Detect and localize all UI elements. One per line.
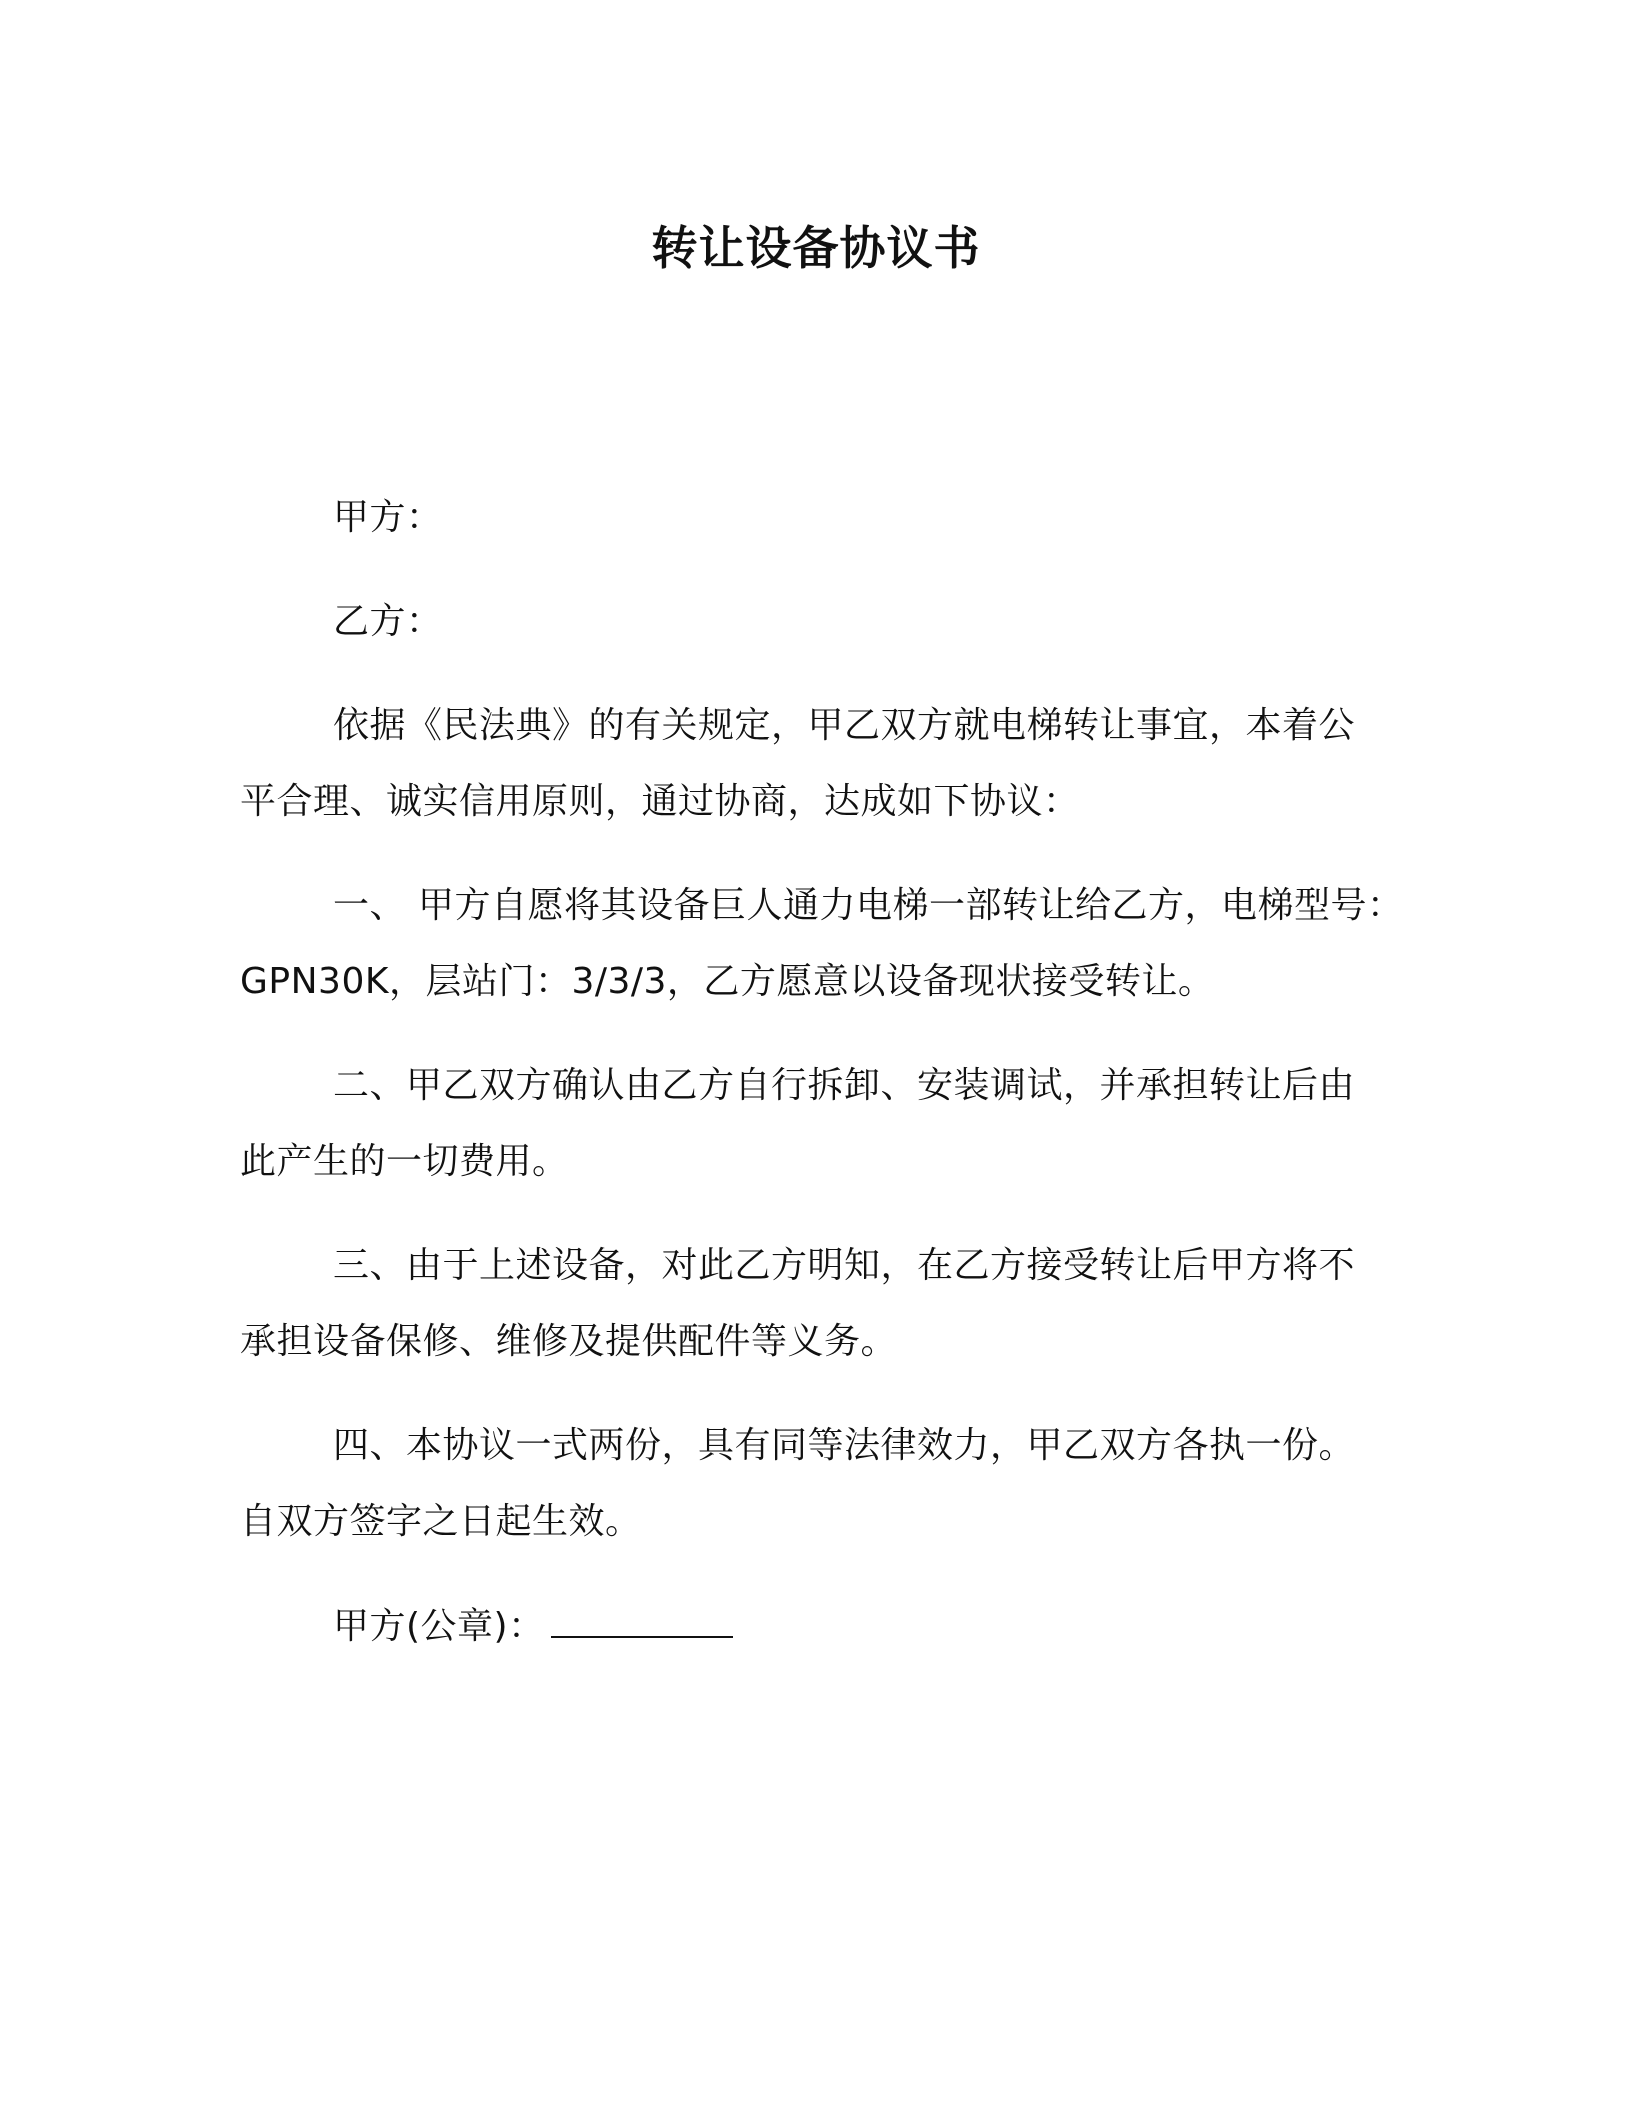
- clause-1-line-1: 一、 甲方自愿将其设备巨人通力电梯一部转让给乙方，电梯型号：: [333, 885, 1404, 926]
- intro-line-1: 依据《民法典》的有关规定，甲乙双方就电梯转让事宜，本着公: [333, 705, 1356, 746]
- signature-a-label: 甲方(公章)：: [333, 1606, 545, 1647]
- clause-4-line-1: 四、本协议一式两份，具有同等法律效力，甲乙双方各执一份。: [333, 1425, 1356, 1466]
- clause-3-line-1: 三、由于上述设备，对此乙方明知，在乙方接受转让后甲方将不: [333, 1245, 1356, 1286]
- party-a-label: 甲方：: [333, 497, 443, 538]
- clause-1-line-2: GPN30K，层站门：3/3/3，乙方愿意以设备现状接受转让。: [240, 961, 1215, 1002]
- clause-2-line-2: 此产生的一切费用。: [240, 1141, 569, 1182]
- clause-4-line-2: 自双方签字之日起生效。: [240, 1501, 642, 1542]
- party-b-label: 乙方：: [333, 601, 443, 642]
- signature-a-row: [333, 1602, 733, 1651]
- clause-2-line-1: 二、甲乙双方确认由乙方自行拆卸、安装调试，并承担转让后由: [333, 1065, 1356, 1106]
- document-title: 转让设备协议书: [651, 221, 981, 275]
- signature-a-blank-line: [551, 1602, 733, 1638]
- clause-3-line-2: 承担设备保修、维修及提供配件等义务。: [240, 1321, 898, 1362]
- intro-line-2: 平合理、诚实信用原则，通过协商，达成如下协议：: [240, 781, 1080, 822]
